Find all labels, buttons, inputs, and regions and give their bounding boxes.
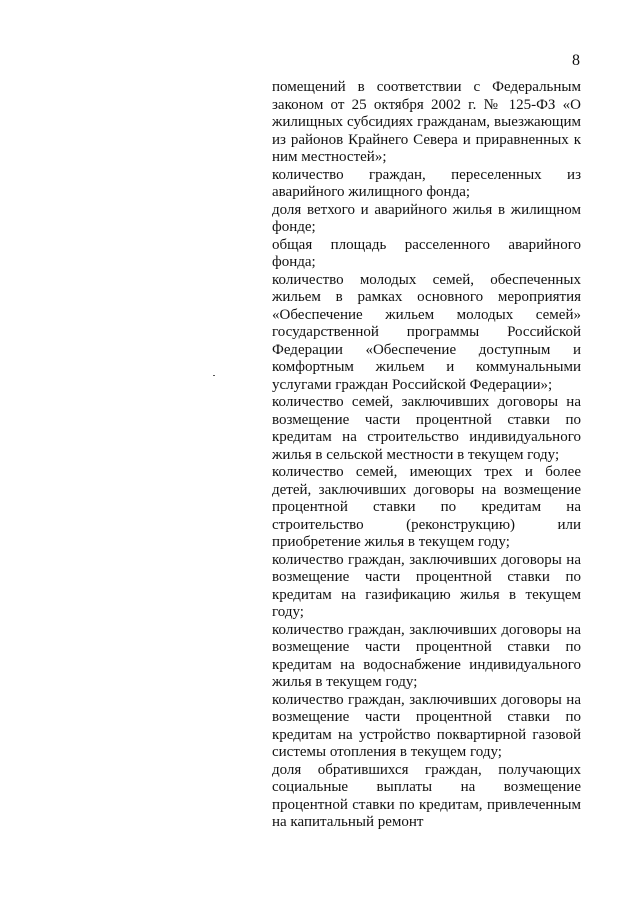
paragraph: количество граждан, переселенных из аварийного жилищного фонда; (272, 166, 581, 200)
paragraph: помещений в соответствии с Федеральным законом от 25 октября 2002 г. № 125-ФЗ «О жилищных субсидиях гражданам, выезжающим из районов Крайнего Севера и приравненных к ним местностей»; (272, 79, 581, 165)
paragraph: количество граждан, заключивших договоры на возмещение части процентной ставки по кредитам на водоснабжение индивидуального жилья в текущем году; (272, 621, 581, 690)
paragraph: количество семей, имеющих трех и более детей, заключивших договоры на возмещение процентной ставки по кредитам на строительство (реконструкцию) или приобретение жилья в текущем году; (272, 464, 581, 550)
page-number: 8 (572, 52, 580, 69)
text-column (272, 79, 581, 832)
paragraph: доля ветхого и аварийного жилья в жилищном фонде; (272, 201, 581, 235)
paragraph: количество граждан, заключивших договоры на возмещение части процентной ставки по кредитам на газификацию жилья в текущем году; (272, 551, 581, 620)
scan-speck (213, 375, 215, 376)
paragraph: общая площадь расселенного аварийного фонда; (272, 236, 581, 270)
paragraph: количество молодых семей, обеспеченных жильем в рамках основного мероприятия «Обеспечение жильем молодых семей» государственной программы Российской Федерации «Обеспечение доступным и комфортным жильем и коммунальными услугами граждан Российской Федерации»; (272, 271, 581, 393)
paragraph: доля обратившихся граждан, получающих социальные выплаты на возмещение процентной ставки по кредитам, привлеченным на капитальный ремонт (272, 761, 581, 830)
paragraph: количество семей, заключивших договоры на возмещение части процентной ставки по кредитам на строительство индивидуального жилья в сельской местности в текущем году; (272, 394, 581, 463)
paragraph: количество граждан, заключивших договоры на возмещение части процентной ставки по кредитам на устройство поквартирной газовой системы отопления в текущем году; (272, 691, 581, 760)
